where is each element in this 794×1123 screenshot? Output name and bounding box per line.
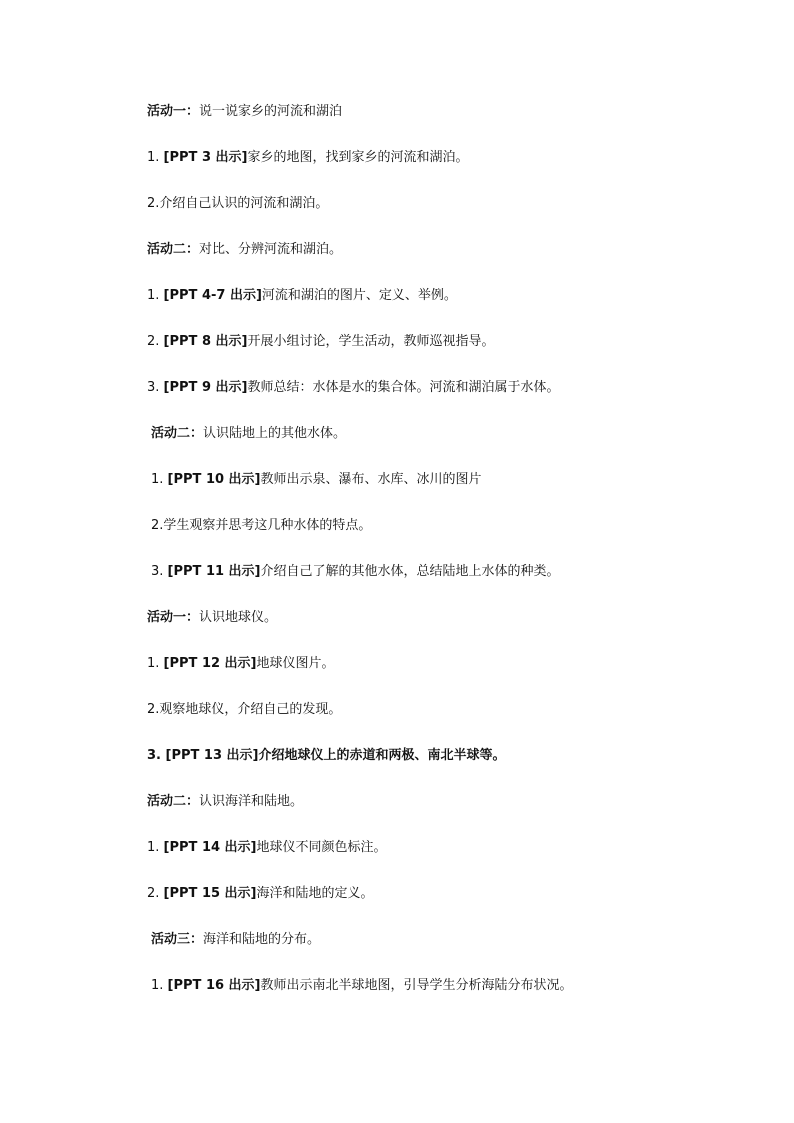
activity-text: 海洋和陆地的分布。 — [203, 932, 321, 947]
step-line-11 — [147, 747, 505, 765]
step-text: 介绍自己认识的河流和湖泊。 — [159, 196, 329, 211]
step-line-4 — [147, 333, 494, 351]
activity-text: 认识陆地上的其他水体。 — [203, 426, 347, 441]
step-text: 地球仪图片。 — [256, 656, 335, 671]
step-text: 教师总结：水体是水的集合体。河流和湖泊属于水体。 — [247, 380, 560, 395]
step-number: 1. — [151, 978, 168, 993]
step-number: 1. — [147, 840, 164, 855]
activity-label: 活动二： — [151, 426, 204, 441]
ppt-tag: [PPT 3 出示] — [163, 150, 248, 165]
activity-heading-2 — [147, 241, 342, 259]
activity-heading-3 — [151, 425, 346, 443]
activity-text: 认识地球仪。 — [199, 610, 278, 625]
ppt-tag: [PPT 9 出示] — [163, 380, 248, 395]
step-text: 地球仪不同颜色标注。 — [256, 840, 387, 855]
step-text: 河流和湖泊的图片、定义、举例。 — [261, 288, 457, 303]
activity-text: 认识海洋和陆地。 — [199, 794, 304, 809]
step-line-7 — [151, 517, 371, 535]
ppt-tag: [PPT 4-7 出示] — [163, 288, 262, 303]
ppt-tag: [PPT 12 出示] — [163, 656, 257, 671]
step-number: 3. — [151, 564, 168, 579]
step-line-6 — [151, 471, 482, 489]
step-number: 1. — [151, 472, 168, 487]
step-text: 介绍自己了解的其他水体，总结陆地上水体的种类。 — [260, 564, 560, 579]
step-line-9 — [147, 655, 335, 673]
ppt-tag: [PPT 8 出示] — [163, 334, 248, 349]
activity-label: 活动二： — [147, 794, 200, 809]
step-number: 1. — [147, 656, 164, 671]
step-text: 教师出示南北半球地图，引导学生分析海陆分布状况。 — [260, 978, 573, 993]
step-line-2 — [147, 195, 328, 213]
step-number: 2. — [151, 518, 164, 533]
activity-heading-5 — [147, 793, 303, 811]
ppt-tag: [PPT 16 出示] — [167, 978, 261, 993]
step-number: 2. — [147, 196, 160, 211]
step-text: 海洋和陆地的定义。 — [256, 886, 374, 901]
step-text: 学生观察并思考这几种水体的特点。 — [163, 518, 372, 533]
step-text: 观察地球仪，介绍自己的发现。 — [159, 702, 342, 717]
activity-heading-1 — [147, 103, 342, 121]
activity-label: 活动二： — [147, 242, 200, 257]
step-line-5 — [147, 379, 559, 397]
step-number: 2. — [147, 702, 160, 717]
step-number: 1. — [147, 288, 164, 303]
activity-heading-4 — [147, 609, 277, 627]
step-line-3 — [147, 287, 457, 305]
step-text: 家乡的地图，找到家乡的河流和湖泊。 — [247, 150, 469, 165]
step-line-8 — [151, 563, 560, 581]
step-line-1 — [147, 149, 468, 167]
activity-heading-6 — [151, 931, 320, 949]
activity-label: 活动三： — [151, 932, 204, 947]
step-number: 2. — [147, 334, 164, 349]
activity-text: 说一说家乡的河流和湖泊 — [199, 104, 343, 119]
activity-text: 对比、分辨河流和湖泊。 — [199, 242, 343, 257]
activity-label: 活动一： — [147, 610, 200, 625]
ppt-tag: [PPT 15 出示] — [163, 886, 257, 901]
step-text: 开展小组讨论，学生活动，教师巡视指导。 — [247, 334, 495, 349]
step-line-14 — [151, 977, 573, 995]
step-line-12 — [147, 839, 387, 857]
step-line-10 — [147, 701, 341, 719]
step-number: 3. — [147, 380, 164, 395]
step-text-bold: 3. [PPT 13 出示]介绍地球仪上的赤道和两极、南北半球等。 — [147, 748, 506, 763]
step-text: 教师出示泉、瀑布、水库、冰川的图片 — [260, 472, 482, 487]
ppt-tag: [PPT 14 出示] — [163, 840, 257, 855]
activity-label: 活动一： — [147, 104, 200, 119]
ppt-tag: [PPT 11 出示] — [167, 564, 261, 579]
ppt-tag: [PPT 10 出示] — [167, 472, 261, 487]
step-line-13 — [147, 885, 374, 903]
step-number: 2. — [147, 886, 164, 901]
step-number: 1. — [147, 150, 164, 165]
